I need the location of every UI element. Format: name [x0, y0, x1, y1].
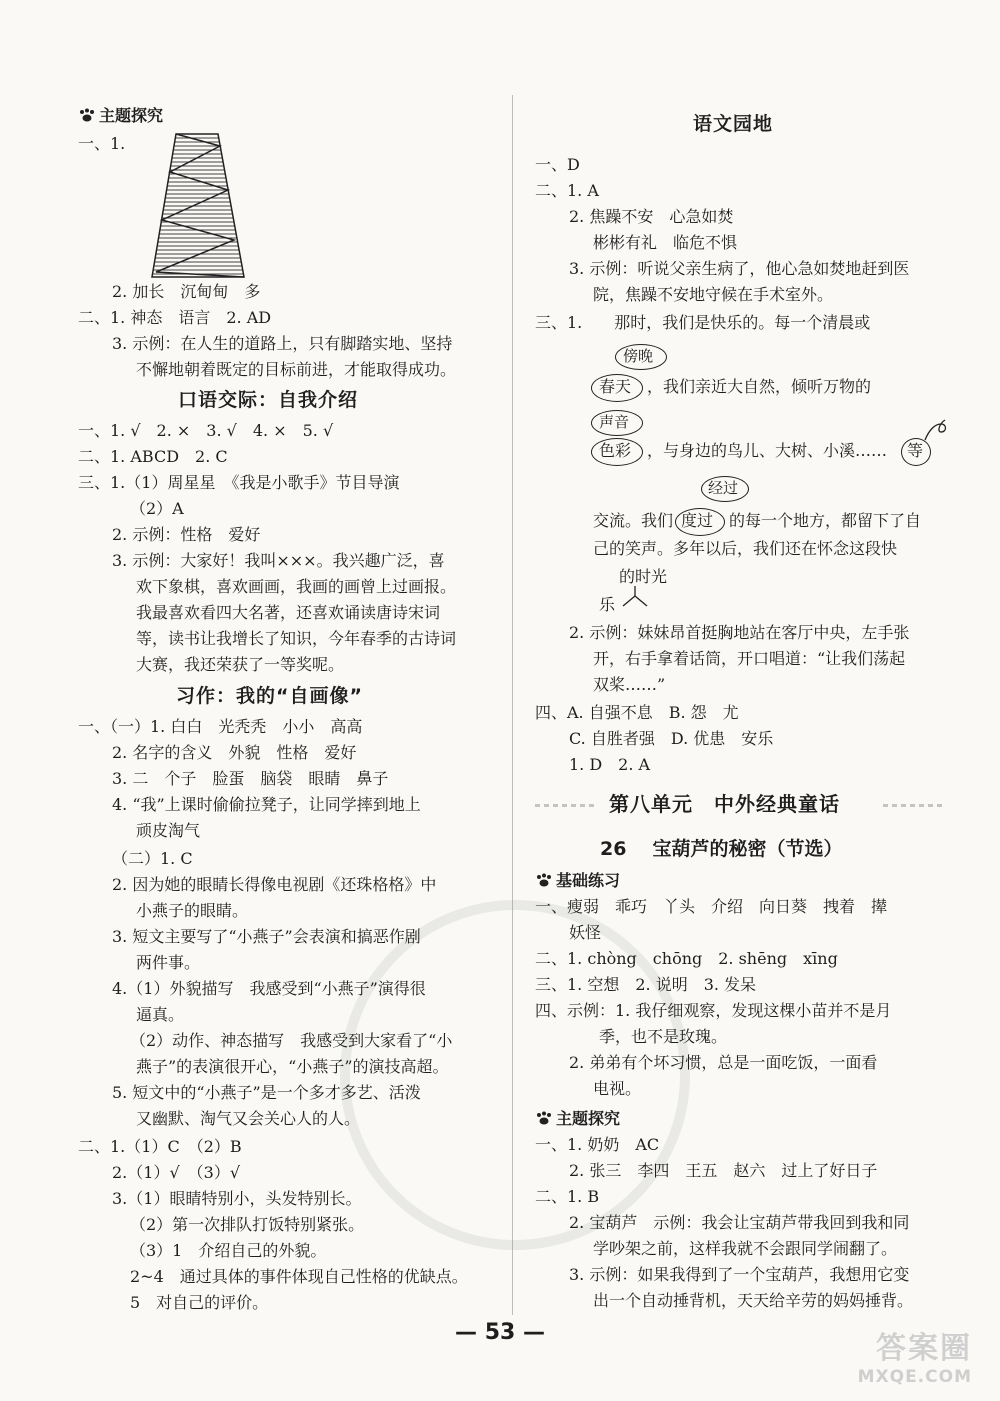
answer-line: 一、1. √ 2. × 3. √ 4. × 5. √: [78, 421, 334, 440]
site-watermark: [858, 1323, 972, 1387]
passage-line: 的时光: [619, 567, 668, 586]
dotted-rule: [535, 804, 595, 807]
answer-line: 3. 示例：听说父亲生病了，他心急如焚地赶到医: [569, 259, 910, 278]
answer-line: 4.（1）外貌描写 我感受到“小燕子”演得很: [112, 979, 426, 998]
answer-line: （3）1 介绍自己的外貌。: [130, 1241, 327, 1260]
answer-line: 等，读书让我增长了知识，今年春季的古诗词: [136, 629, 457, 648]
answer-line: 欢下象棋，喜欢画画，我画的画曾上过画报。: [136, 577, 457, 596]
answer-line: 3. 示例：在人生的道路上，只有脚踏实地、坚持: [112, 334, 453, 353]
answer-line: 2. 因为她的眼睛长得像电视剧《还珠格格》中: [112, 875, 437, 894]
section-theme-explore: 主题探究: [535, 1108, 620, 1130]
answer-line: （2）第一次排队打饭特别紧张。: [130, 1215, 365, 1234]
heading-oral-communication: 口语交际：自我介绍: [178, 389, 359, 411]
answer-line: 5. 短文中的“小燕子”是一个多才多艺、活泼: [112, 1083, 421, 1102]
answer-line: 2. 焦躁不安 心急如焚: [569, 207, 734, 226]
answer-line: 出一个自动捶背机，天天给辛劳的妈妈捶背。: [593, 1291, 914, 1310]
marked-word: 春天: [599, 377, 632, 396]
passage-line: 己的笑声。多年以后，我们还在怀念这段快: [593, 539, 898, 558]
passage-line: 乐: [599, 595, 616, 614]
answer-line: 2. 示例：性格 爱好: [112, 525, 261, 544]
unit-title: 第八单元 中外经典童话: [609, 792, 840, 816]
answer-line: 5 对自己的评价。: [130, 1293, 269, 1312]
answer-line: 二、1. chòng chōng 2. shēng xīng: [535, 949, 838, 968]
dotted-rule: [883, 804, 943, 807]
watermark-url: MXQE.COM: [857, 1367, 972, 1387]
answer-line: 彬彬有礼 临危不惧: [593, 233, 738, 252]
answer-line: 季，也不是玫瑰。: [599, 1027, 728, 1046]
answer-line: 2. 示例：妹妹昂首挺胸地站在客厅中央，左手张: [569, 623, 910, 642]
passage-line: ，我们亲近大自然，倾听万物的: [647, 377, 872, 396]
section-theme-explore: 主题探究: [78, 105, 163, 127]
answer-line: 二、1. ABCD 2. C: [78, 447, 228, 466]
answer-line: 一、瘦弱 乖巧 丫头 介绍 向日葵 拽着 撵: [535, 897, 888, 916]
marked-word: 度过: [681, 511, 714, 530]
answer-line: 逼真。: [136, 1005, 185, 1024]
page-number: — 53 —: [455, 1320, 545, 1345]
trapezoid-figure: [148, 132, 258, 282]
answer-line: 又幽默、淘气又会关心人的人。: [136, 1109, 361, 1128]
answer-line: 开，右手拿着话筒，开口唱道：“让我们荡起: [593, 649, 906, 668]
correction-word: 傍晚: [623, 347, 654, 365]
answer-line: 3. 示例：大家好！我叫×××。我兴趣广泛，喜: [112, 551, 445, 570]
answer-line: 一、D: [535, 155, 580, 174]
answer-line: 一、1.: [78, 134, 126, 153]
lesson-title: [600, 836, 842, 862]
answer-line: 1. D 2. A: [569, 755, 651, 774]
answer-line: 电视。: [593, 1079, 642, 1098]
lesson-number: 26: [600, 838, 627, 860]
answer-line: 小燕子的眼睛。: [136, 901, 249, 920]
answer-line: 四、A. 自强不息 B. 怨 尤: [535, 703, 739, 722]
answer-line: （2）动作、神态描写 我感受到大家看了“小: [130, 1031, 453, 1050]
answer-line: C. 自胜者强 D. 优患 安乐: [569, 729, 774, 748]
answer-line: 二、1.（1）C （2）B: [78, 1137, 242, 1156]
answer-line: 二、1. B: [535, 1187, 600, 1206]
answer-line: 二、1. A: [535, 181, 599, 200]
answer-line: 顽皮淘气: [136, 821, 201, 840]
answer-line: 2~4 通过具体的事件体现自己性格的优缺点。: [130, 1267, 468, 1286]
answer-line: （2）A: [130, 499, 184, 518]
marked-word: 色彩: [599, 441, 632, 460]
answer-line: 我最喜欢看四大名著，还喜欢诵读唐诗宋词: [136, 603, 441, 622]
answer-line: 3. 二 个子 脸蛋 脑袋 眼睛 鼻子: [112, 769, 389, 788]
paw-icon: [78, 108, 96, 122]
answer-line: 2. 名字的含义 外貌 性格 爱好: [112, 743, 357, 762]
answer-line: 四、示例：1. 我仔细观察，发现这棵小苗并不是月: [535, 1001, 892, 1020]
answer-line: 双桨……”: [593, 675, 666, 694]
answer-line: 3. 短文主要写了“小燕子”会表演和搞恶作剧: [112, 927, 421, 946]
heading-chinese-garden: 语文园地: [693, 113, 774, 135]
answer-line: 学吵架之前，这样我就不会跟同学闹翻了。: [593, 1239, 898, 1258]
correction-word: 声音: [599, 413, 630, 431]
answer-line: 2. 宝葫芦 示例：我会让宝葫芦带我回到我和同: [569, 1213, 910, 1232]
answer-line: 4. “我”上课时偷偷拉凳子，让同学摔到地上: [112, 795, 421, 814]
paw-icon: [535, 1111, 553, 1125]
answer-line: 三、1. 空想 2. 说明 3. 发呆: [535, 975, 757, 994]
answer-line: 二、1. 神态 语言 2. AD: [78, 308, 272, 327]
paw-icon: [535, 873, 553, 887]
answer-line: 燕子”的表演很开心，“小燕子”的演技高超。: [136, 1057, 449, 1076]
correction-word: 经过: [708, 479, 739, 497]
deleted-word: 等: [907, 441, 924, 460]
passage-line: 的每一个地方，都留下了自: [729, 511, 922, 530]
section-basic-practice: 基础练习: [535, 870, 620, 892]
answer-line: 不懈地朝着既定的目标前进，才能取得成功。: [136, 360, 457, 379]
answer-line: 3. 示例：如果我得到了一个宝葫芦，我想用它变: [569, 1265, 910, 1284]
passage-line: 交流。我们: [593, 511, 674, 530]
answer-line: 一、1. 奶奶 AC: [535, 1135, 660, 1154]
answer-line: 妖怪: [569, 923, 602, 942]
heading-composition: 习作：我的“自画像”: [176, 685, 363, 707]
passage-line: 三、1. 那时，我们是快乐的。每一个清晨或: [535, 313, 871, 332]
answer-line: 2. 张三 李四 王五 赵六 过上了好日子: [569, 1161, 878, 1180]
lesson-name: 宝葫芦的秘密（节选）: [652, 838, 843, 860]
answer-line: 2.（1）√ （3）√: [112, 1163, 241, 1182]
answer-line: 一、（一）1. 白白 光秃秃 小小 高高: [78, 717, 363, 736]
delete-mark-icon: [923, 418, 953, 448]
answer-line: 院，焦躁不安地守候在手术室外。: [593, 285, 834, 304]
answer-line: （二）1. C: [112, 849, 193, 868]
answer-line: 2. 加长 沉甸甸 多: [112, 282, 261, 301]
watermark-text: 答案圈: [876, 1331, 972, 1366]
answer-line: 两件事。: [136, 953, 201, 972]
answer-line: 大赛，我还荣获了一等奖呢。: [136, 655, 345, 674]
answer-line: 三、1.（1）周星星 《我是小歌手》节目导演: [78, 473, 400, 492]
answer-line: 2. 弟弟有个坏习惯，总是一面吃饭，一面看: [569, 1053, 878, 1072]
unit-banner: [535, 790, 955, 820]
answer-line: 3.（1）眼睛特别小，头发特别长。: [112, 1189, 362, 1208]
passage-line: ，与身边的鸟儿、大树、小溪……: [647, 441, 888, 460]
